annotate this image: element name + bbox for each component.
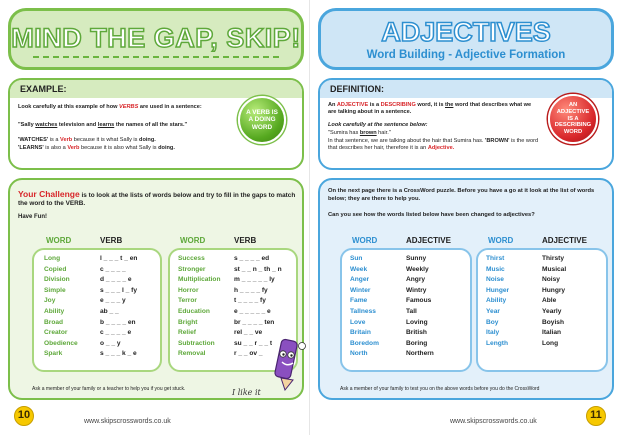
list-item-word: Joy xyxy=(44,297,56,305)
task-footer: Ask a member of your family to test you on the above words before you do the CrossWord xyxy=(340,386,540,392)
list-item-word: Spark xyxy=(44,350,63,358)
list-item-value: c _ _ _ _ e xyxy=(100,329,132,337)
list-item-value: e _ _ _ _ _ e xyxy=(234,308,271,315)
list-item-word: Noise xyxy=(486,276,504,284)
list-item-value: e _ _ _ y xyxy=(100,297,126,305)
list-item-word: Relief xyxy=(178,329,196,337)
list-item-word: Horror xyxy=(178,286,199,294)
example-line-2: 'LEARNS' is also a Verb because it is also what Sally is doing. xyxy=(18,145,175,151)
definition-text: An ADJECTIVE is a DESCRIBING word, it is the word that describes what we are talking about in a sentence. xyxy=(328,102,532,116)
list-item-word: Week xyxy=(350,265,368,273)
list-item-word: Length xyxy=(486,339,508,347)
list-item-word: Hunger xyxy=(486,286,510,294)
task-box xyxy=(318,178,614,400)
list-item-word: Italy xyxy=(486,329,500,337)
example-heading: EXAMPLE: xyxy=(10,80,302,98)
list-item-value: r _ _ ov _ xyxy=(234,350,263,358)
list-item-value: b _ _ _ _ en xyxy=(100,318,136,326)
page-number: 10 xyxy=(14,406,34,426)
list-item-value: Boring xyxy=(406,339,428,347)
list-item-word: Simple xyxy=(44,286,66,294)
title-banner xyxy=(8,8,304,70)
page-title: MIND THE GAP, SKIP! xyxy=(11,23,301,53)
col-head-verb-2: VERB xyxy=(234,236,257,245)
list-item-word: Britain xyxy=(350,329,371,337)
col-head-word-1: WORD xyxy=(46,236,72,245)
page-number: 11 xyxy=(586,406,606,426)
definition-quote: "Sumira has brown hair." xyxy=(328,130,391,136)
list-item-word: Creator xyxy=(44,329,68,337)
title-dashes xyxy=(33,56,279,58)
list-item-value: d _ _ _ _ e xyxy=(100,276,132,284)
list-item-word: Boy xyxy=(486,318,499,326)
col-head-adjective-1: ADJECTIVE xyxy=(406,236,451,245)
list-item-word: Broad xyxy=(44,318,64,326)
have-fun: Have Fun! xyxy=(18,214,48,220)
list-item-value: Boyish xyxy=(542,318,564,326)
col-head-word-2: WORD xyxy=(488,236,514,245)
list-item-value: ab _ _ xyxy=(100,308,119,315)
list-item-word: Terror xyxy=(178,297,197,305)
right-page xyxy=(310,0,620,435)
i-like-it-caption: I like it xyxy=(232,388,261,397)
example-line-1: 'WATCHES' is a Verb because it is what Sally is doing. xyxy=(18,137,156,143)
list-item-value: l _ _ _ t _ en xyxy=(100,255,138,262)
col-head-word-2: WORD xyxy=(180,236,206,245)
list-item-word: Sun xyxy=(350,255,363,262)
example-sentence: "Sally watches television and learns the names of all the stars." xyxy=(18,122,188,128)
list-item-value: Weekly xyxy=(406,265,429,273)
title-banner xyxy=(318,8,614,70)
list-item-word: Education xyxy=(178,308,210,315)
list-item-value: Hungry xyxy=(542,286,566,294)
list-item-value: Loving xyxy=(406,318,428,326)
list-item-word: Removal xyxy=(178,350,206,358)
list-item-word: Tallness xyxy=(350,308,376,315)
site-url: www.skipscrosswords.co.uk xyxy=(84,418,171,425)
list-item-value: Yearly xyxy=(542,308,562,315)
page-title: ADJECTIVES xyxy=(381,17,551,47)
list-item-value: m _ _ _ _ _ ly xyxy=(234,276,275,284)
definition-explanation: In that sentence, we are talking about the hair that Sumira has. 'BROWN' is the word that describes her hair, therefore it is an Adjective. xyxy=(328,138,539,152)
list-item-value: st _ _ n _ th _ n xyxy=(234,265,282,273)
list-item-word: Fame xyxy=(350,297,368,305)
list-item-word: Love xyxy=(350,318,366,326)
verb-badge: A VERB IS A DOING WORD xyxy=(238,96,286,144)
list-item-value: s _ _ _ k _ e xyxy=(100,350,137,358)
list-item-word: Subtraction xyxy=(178,339,215,347)
list-item-value: o _ _ y xyxy=(100,339,121,347)
list-item-value: h _ _ _ _ fy xyxy=(234,286,268,294)
list-item-value: Sunny xyxy=(406,255,427,262)
challenge-box xyxy=(8,178,304,400)
list-item-word: North xyxy=(350,350,368,358)
definition-box xyxy=(318,78,614,170)
example-box xyxy=(8,78,304,170)
list-item-value: s _ _ _ _ ed xyxy=(234,255,270,262)
list-item-word: Multiplication xyxy=(178,276,221,284)
list-item-value: Thirsty xyxy=(542,255,564,262)
list-item-word: Boredom xyxy=(350,339,379,347)
example-intro: Look carefully at this example of how VERBS are used in a sentence: xyxy=(18,104,202,110)
list-item-value: Famous xyxy=(406,297,432,305)
pencil-mascot-icon xyxy=(268,334,306,392)
list-item-value: c _ _ _ _ xyxy=(100,265,126,273)
list-item-value: Long xyxy=(542,339,559,347)
list-item-word: Success xyxy=(178,255,205,262)
list-item-word: Year xyxy=(486,308,500,315)
list-item-word: Obedience xyxy=(44,339,78,347)
list-item-word: Bright xyxy=(178,318,198,326)
list-item-value: Musical xyxy=(542,265,567,273)
list-item-word: Division xyxy=(44,276,70,284)
list-item-word: Winter xyxy=(350,286,371,294)
list-item-value: br _ _ _ _ ten xyxy=(234,318,275,326)
list-item-value: Wintry xyxy=(406,286,427,294)
list-item-word: Copied xyxy=(44,265,67,273)
col-head-adjective-2: ADJECTIVE xyxy=(542,236,587,245)
col-head-verb-1: VERB xyxy=(100,236,123,245)
definition-look: Look carefully at the sentence below: xyxy=(328,122,428,128)
page-subtitle: Word Building - Adjective Formation xyxy=(366,49,566,61)
list-item-word: Thirst xyxy=(486,255,505,262)
list-item-value: Italian xyxy=(542,329,562,337)
list-item-value: su _ _ r _ _ t xyxy=(234,339,273,347)
list-item-word: Music xyxy=(486,265,505,273)
adjective-badge: AN ADJECTIVE IS A DESCRIBING WORD xyxy=(548,94,598,144)
list-item-value: Noisy xyxy=(542,276,560,284)
col-head-word-1: WORD xyxy=(352,236,378,245)
list-item-value: Northern xyxy=(406,350,434,358)
list-item-value: rel _ _ ve xyxy=(234,329,263,337)
list-item-value: Tall xyxy=(406,308,417,315)
list-item-word: Anger xyxy=(350,276,370,284)
list-item-word: Long xyxy=(44,255,61,262)
list-item-value: s _ _ _ l _ fy xyxy=(100,286,138,294)
list-item-value: t _ _ _ _ fy xyxy=(234,297,266,305)
task-question: Can you see how the words listed below have been changed to adjectives? xyxy=(328,212,535,218)
site-url: www.skipscrosswords.co.uk xyxy=(450,418,537,425)
list-item-value: Angry xyxy=(406,276,426,284)
challenge-text: Your Challenge is to look at the lists of words below and try to fill in the gaps to match the word to the VERB. xyxy=(18,189,296,207)
list-item-value: Able xyxy=(542,297,557,305)
task-intro: On the next page there is a CrossWord puzzle. Before you have a go at it look at the list of words below; they are there to help you. xyxy=(328,188,595,202)
list-item-word: Stronger xyxy=(178,265,206,273)
definition-heading: DEFINITION: xyxy=(320,80,612,98)
list-item-value: British xyxy=(406,329,427,337)
list-item-word: Ability xyxy=(44,308,65,315)
challenge-footer: Ask a member of your family or a teacher to help you if you get stuck. xyxy=(32,386,186,392)
list-item-word: Ability xyxy=(486,297,507,305)
